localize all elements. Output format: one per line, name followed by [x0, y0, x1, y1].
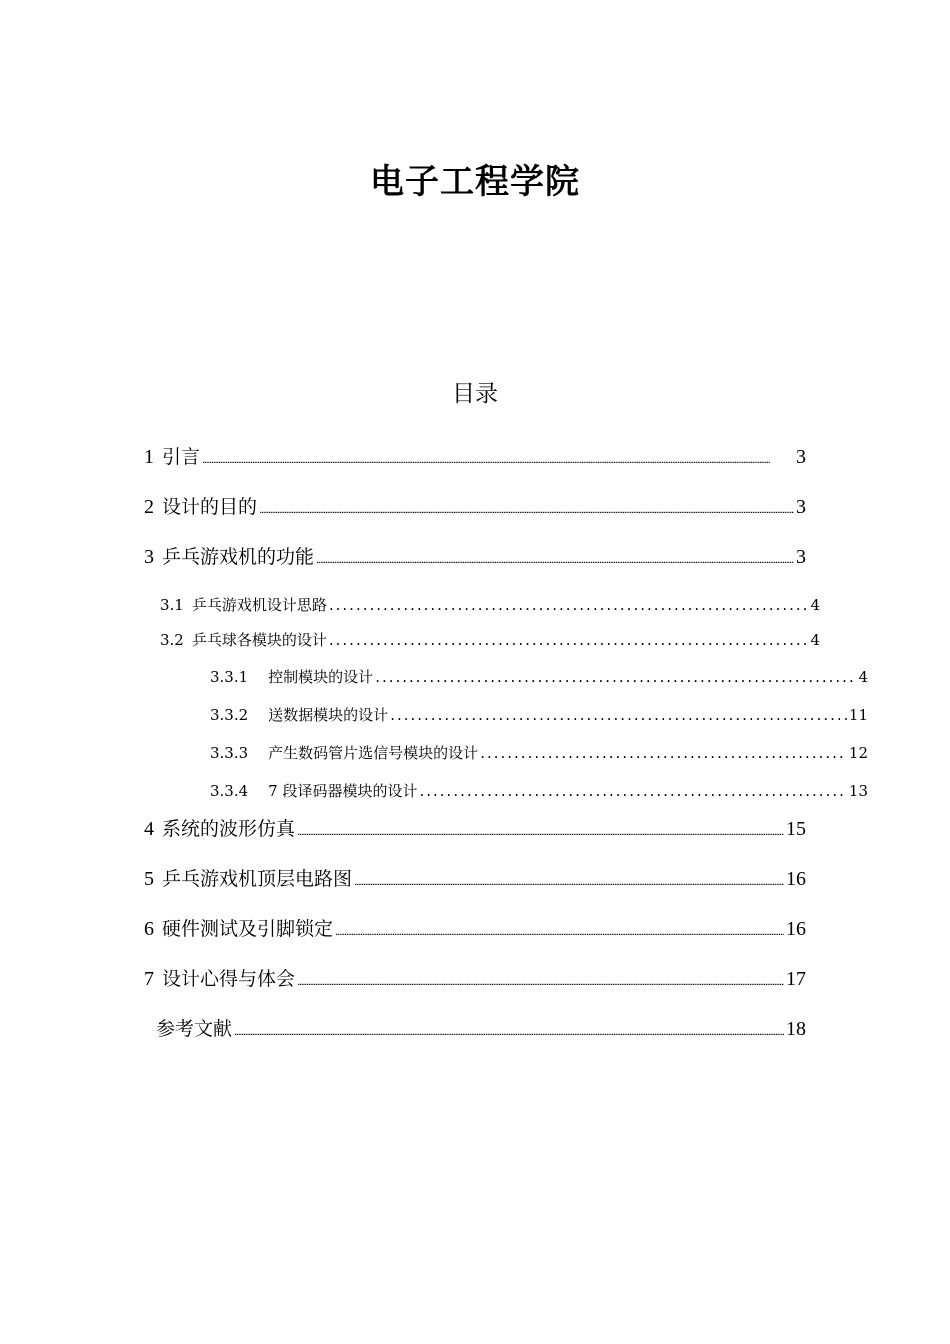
- toc-entry-label: 硬件测试及引脚锁定: [162, 918, 334, 940]
- toc-entry-page: 3: [796, 496, 806, 518]
- toc-entry-page: 17: [786, 968, 806, 990]
- toc-entry-3-2[interactable]: [160, 629, 820, 651]
- toc-entry-1[interactable]: [144, 444, 806, 474]
- toc-leader: [202, 448, 794, 474]
- toc-entry-3-1[interactable]: [160, 594, 820, 616]
- toc-entry-page: 3: [796, 446, 806, 468]
- toc-entry-number: 3.3.4: [210, 782, 249, 800]
- toc-leader: [335, 920, 784, 946]
- toc-entry-label: 乒乓球各模块的设计: [191, 631, 327, 649]
- toc-entry-page: 16: [786, 868, 806, 890]
- toc-leader: [234, 1020, 784, 1046]
- toc-leader: [375, 666, 856, 688]
- toc-entry-label: 设计心得与体会: [162, 968, 296, 990]
- toc-entry-3[interactable]: [144, 544, 806, 574]
- toc-entry-label: 设计的目的: [162, 496, 258, 518]
- toc-entry-3-3-1[interactable]: [210, 666, 868, 688]
- toc-entry-6[interactable]: [144, 916, 806, 946]
- toc-entry-page: 15: [786, 818, 806, 840]
- toc-entry-5[interactable]: [144, 866, 806, 896]
- toc-entry-2[interactable]: [144, 494, 806, 524]
- toc-entry-label: 乒乓游戏机设计思路: [191, 596, 327, 614]
- toc-leader: [480, 742, 847, 764]
- toc-entry-page: 13: [848, 782, 868, 800]
- toc-entry-3-3-3[interactable]: [210, 742, 868, 764]
- toc-leader: [354, 870, 784, 896]
- toc-entry-label: 乒乓游戏机的功能: [162, 546, 315, 568]
- toc-entry-number: 1: [144, 446, 154, 468]
- toc-entry-7[interactable]: [144, 966, 806, 996]
- toc-entry-page: 11: [848, 706, 868, 724]
- toc-entry-number: 5: [144, 868, 154, 890]
- toc-leader: [390, 704, 847, 726]
- toc-entry-label: 控制模块的设计: [268, 668, 374, 686]
- toc-entry-label: 参考文献: [156, 1018, 233, 1040]
- toc-entry-page: 3: [796, 546, 806, 568]
- toc-entry-label: 7 段译码器模块的设计: [268, 782, 418, 800]
- toc-entry-label: 引言: [162, 446, 201, 468]
- toc-entry-number: 3: [144, 546, 154, 568]
- school-title: 电子工程学院: [370, 162, 580, 202]
- toc-entry-number: 3.3.1: [210, 668, 249, 686]
- toc-entry-page: 18: [786, 1018, 806, 1040]
- toc-leader: [297, 820, 784, 846]
- toc-entry-number: 6: [144, 918, 154, 940]
- toc-leader: [419, 780, 846, 802]
- toc-entry-page: 12: [848, 744, 868, 762]
- toc-entry-3-3-4[interactable]: [210, 780, 868, 802]
- toc-entry-number: 3.2: [160, 631, 184, 649]
- toc-leader: [329, 594, 809, 616]
- toc-entry-number: 3.3.2: [210, 706, 249, 724]
- toc-leader: [316, 548, 794, 574]
- toc-entry-number: 3.1: [160, 596, 184, 614]
- toc-entry-3-3-2[interactable]: [210, 704, 868, 726]
- toc-entry-label: 产生数码管片选信号模块的设计: [268, 744, 479, 762]
- toc-entry-page: 4: [858, 668, 868, 686]
- toc-entry-number: 4: [144, 818, 154, 840]
- toc-leader: [297, 970, 784, 996]
- toc-entry-number: 2: [144, 496, 154, 518]
- toc-title: 目录: [452, 381, 498, 407]
- toc-leader: [329, 629, 809, 651]
- toc-entry-label: 乒乓游戏机顶层电路图: [162, 868, 353, 890]
- toc-entry-references[interactable]: [156, 1016, 806, 1046]
- toc-entry-4[interactable]: [144, 816, 806, 846]
- toc-entry-number: 3.3.3: [210, 744, 249, 762]
- toc-leader: [259, 498, 794, 524]
- toc-entry-page: 16: [786, 918, 806, 940]
- toc-entry-label: 送数据模块的设计: [268, 706, 389, 724]
- toc-entry-page: 4: [810, 596, 820, 614]
- toc-entry-label: 系统的波形仿真: [162, 818, 296, 840]
- toc-entry-page: 4: [810, 631, 820, 649]
- toc-entry-number: 7: [144, 968, 154, 990]
